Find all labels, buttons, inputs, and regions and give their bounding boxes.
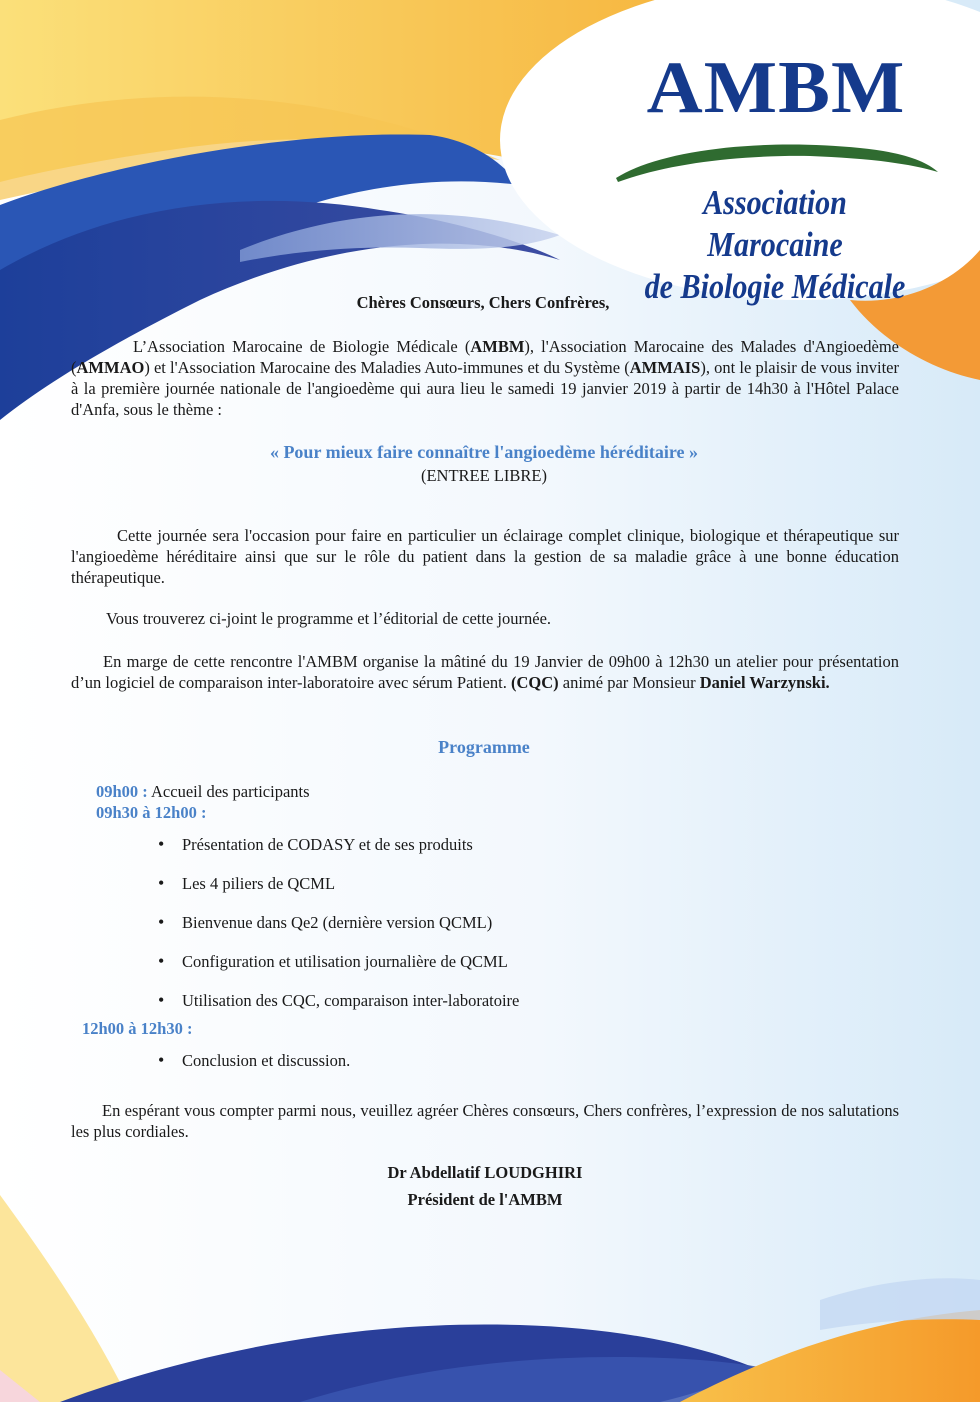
intro-text-1: L’Association Marocaine de Biologie Médicale ( <box>133 337 471 356</box>
intro-text-2: ), l'Association Marocaine des Malades d'Angioedème ( <box>71 337 899 377</box>
list-item: • Les 4 piliers de QCML <box>182 873 335 894</box>
workshop-paragraph <box>71 651 899 693</box>
intro-text-4: ), ont le plaisir de vous inviter à la première journée nationale de l'angioedème qui aura lieu le samedi 19 janvier 2019 à partir de 14h30 à l'Hôtel Palace d'Anfa, sous le thème : <box>71 358 899 419</box>
acronym-ambm: AMBM <box>470 337 525 356</box>
slot-3-time: 12h00 à 12h30 : <box>82 1019 193 1038</box>
list-item: • Présentation de CODASY et de ses produits <box>182 834 473 855</box>
programme-title: Programme <box>438 737 530 757</box>
intro-text-3: ) et l'Association Marocaine des Maladies Auto-immunes et du Système ( <box>144 358 630 377</box>
description-paragraph: Cette journée sera l'occasion pour faire en particulier un éclairage complet clinique, biologique et thérapeutique sur l'angioedème héréditaire ainsi que sur le rôle du patient dans la gestion de sa maladie grâce à une bonne éducation thérapeutique. <box>71 526 899 587</box>
closing-paragraph: En espérant vous compter parmi nous, veuillez agréer Chères consœurs, Chers confrères, l’expression de nos salutations les plus cordiales. <box>71 1101 899 1141</box>
attachment-note: Vous trouverez ci-joint le programme et l’éditorial de cette journée. <box>106 609 552 628</box>
slot-1-text: Accueil des participants <box>147 782 310 801</box>
logo-acronym: AMBM <box>646 47 906 129</box>
workshop-text: En marge de cette rencontre l'AMBM organise la mâtiné du 19 Janvier de 09h00 à 12h30 un atelier pour présentation d’un logiciel de comparaison inter-laboratoire avec sérum Patient. <box>71 652 899 692</box>
list-item: • Bienvenue dans Qe2 (dernière version QCML) <box>182 912 492 933</box>
cqc-label: (CQC) <box>510 673 559 692</box>
workshop-text-mid: animé par Monsieur <box>558 673 700 692</box>
intro-paragraph <box>71 336 899 420</box>
slot-2-time: 09h30 à 12h00 : <box>96 803 207 822</box>
list-item: • Conclusion et discussion. <box>182 1050 350 1071</box>
acronym-ammao: AMMAO <box>76 358 145 377</box>
slot-1-time: 09h00 : <box>96 782 148 801</box>
logo-name-line1: Association Marocaine <box>703 183 847 264</box>
logo-name <box>642 182 909 308</box>
salutation: Chères Consœurs, Chers Confrères, <box>356 293 610 312</box>
list-item: • Configuration et utilisation journalière de QCML <box>182 951 508 972</box>
signature-title: Président de l'AMBM <box>407 1190 563 1209</box>
speaker-name: Daniel Warzynski. <box>699 673 830 692</box>
logo-name-line2: de Biologie Médicale <box>644 267 906 306</box>
list-item: • Utilisation des CQC, comparaison inter-laboratoire <box>182 990 519 1011</box>
signature-name: Dr Abdellatif LOUDGHIRI <box>387 1163 583 1182</box>
slot-1 <box>96 781 796 802</box>
entry-note: (ENTREE LIBRE) <box>420 466 547 485</box>
acronym-ammais: AMMAIS <box>629 358 701 377</box>
theme-title: « Pour mieux faire connaître l'angioedème héréditaire » <box>269 442 699 462</box>
